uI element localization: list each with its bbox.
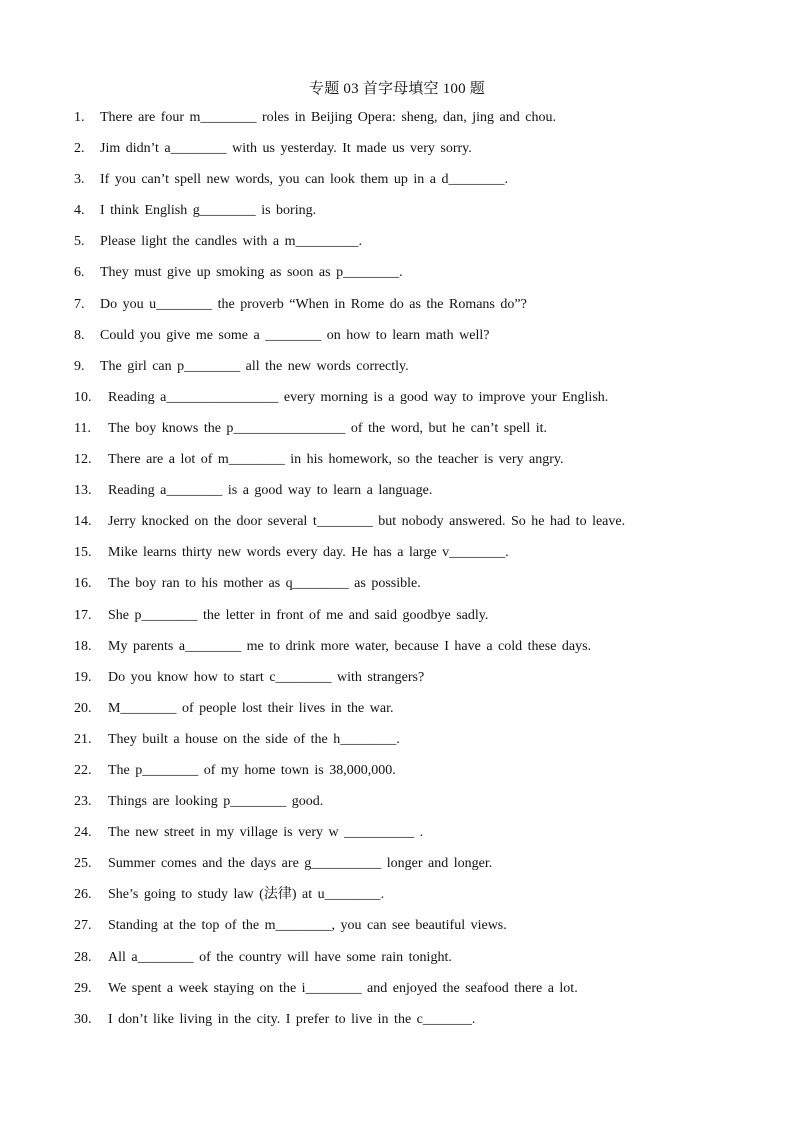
question-number: 9.: [74, 358, 85, 374]
question-number: 6.: [74, 265, 85, 281]
question-item: [74, 668, 764, 699]
question-text: The boy ran to his mother as q________ as possible.: [108, 576, 421, 592]
question-item: [74, 574, 764, 605]
question-number: 21.: [74, 731, 92, 747]
question-text: I think English g________ is boring.: [100, 203, 317, 219]
question-text: Please light the candles with a m_________.: [100, 234, 363, 250]
question-text: They must give up smoking as soon as p________.: [100, 265, 403, 281]
question-number: 24.: [74, 825, 92, 841]
question-item: [74, 792, 764, 823]
question-item: [74, 357, 764, 388]
question-text: Summer comes and the days are g__________ longer and longer.: [108, 856, 493, 872]
question-item: [74, 948, 764, 979]
question-number: 4.: [74, 203, 85, 219]
question-number: 22.: [74, 762, 92, 778]
question-text: Jim didn’t a________ with us yesterday. It made us very sorry.: [100, 141, 472, 157]
question-item: [74, 419, 764, 450]
question-item: [74, 388, 764, 419]
question-number: 27.: [74, 918, 92, 934]
question-text: Things are looking p________ good.: [108, 794, 324, 810]
question-text: The p________ of my home town is 38,000,000.: [108, 762, 396, 778]
question-text: We spent a week staying on the i________ and enjoyed the seafood there a lot.: [108, 980, 578, 996]
question-item: [74, 201, 764, 232]
question-text: Do you know how to start c________ with strangers?: [108, 669, 425, 685]
question-number: 5.: [74, 234, 85, 250]
question-number: 28.: [74, 949, 92, 965]
question-text: My parents a________ me to drink more water, because I have a cold these days.: [108, 638, 592, 654]
question-text: There are a lot of m________ in his homework, so the teacher is very angry.: [108, 452, 564, 468]
question-number: 7.: [74, 296, 85, 312]
question-text: The boy knows the p________________ of the word, but he can’t spell it.: [108, 420, 548, 436]
question-text: Reading a________________ every morning is a good way to improve your English.: [108, 389, 609, 405]
question-item: [74, 232, 764, 263]
question-number: 29.: [74, 980, 92, 996]
question-number: 15.: [74, 545, 92, 561]
question-text: I don’t like living in the city. I prefer to live in the c_______.: [108, 1011, 476, 1027]
question-text: Standing at the top of the m________, you can see beautiful views.: [108, 918, 507, 934]
question-item: [74, 730, 764, 761]
question-text: M________ of people lost their lives in the war.: [108, 700, 394, 716]
question-item: [74, 450, 764, 481]
question-item: [74, 699, 764, 730]
question-item: [74, 481, 764, 512]
question-number: 12.: [74, 452, 92, 468]
question-number: 30.: [74, 1011, 92, 1027]
page-title: 专题 03 首字母填空 100 题: [309, 81, 485, 97]
question-item: [74, 139, 764, 170]
question-number: 8.: [74, 327, 85, 343]
question-item: [74, 543, 764, 574]
question-number: 18.: [74, 638, 92, 654]
question-text: All a________ of the country will have some rain tonight.: [108, 949, 452, 965]
question-item: [74, 761, 764, 792]
question-text: Reading a________ is a good way to learn a language.: [108, 483, 433, 499]
question-number: 13.: [74, 483, 92, 499]
question-text: She p________ the letter in front of me and said goodbye sadly.: [108, 607, 489, 623]
question-text: The girl can p________ all the new words correctly.: [100, 358, 409, 374]
question-number: 23.: [74, 794, 92, 810]
question-number: 16.: [74, 576, 92, 592]
question-number: 10.: [74, 389, 92, 405]
question-item: [74, 606, 764, 637]
question-text: The new street in my village is very w __________ .: [108, 825, 424, 841]
question-text: If you can’t spell new words, you can look them up in a d________.: [100, 172, 508, 188]
question-text: She’s going to study law (法律) at u________.: [108, 887, 385, 903]
question-item: [74, 979, 764, 1010]
question-item: [74, 916, 764, 947]
question-number: 19.: [74, 669, 92, 685]
question-item: [74, 637, 764, 668]
question-number: 26.: [74, 887, 92, 903]
question-number: 17.: [74, 607, 92, 623]
question-item: [74, 108, 764, 139]
question-number: 2.: [74, 141, 85, 157]
question-text: They built a house on the side of the h________.: [108, 731, 400, 747]
question-number: 3.: [74, 172, 85, 188]
question-item: [74, 512, 764, 543]
question-number: 1.: [74, 110, 85, 125]
question-text: Mike learns thirty new words every day. He has a large v________.: [108, 545, 509, 561]
question-number: 14.: [74, 514, 92, 530]
question-number: 20.: [74, 700, 92, 716]
question-item: [74, 295, 764, 326]
question-list: [74, 108, 764, 1041]
question-item: [74, 885, 764, 916]
question-item: [74, 263, 764, 294]
question-item: [74, 1010, 764, 1041]
question-item: [74, 823, 764, 854]
question-number: 25.: [74, 856, 92, 872]
question-text: Could you give me some a ________ on how to learn math well?: [100, 327, 490, 343]
question-text: Jerry knocked on the door several t________ but nobody answered. So he had to leave.: [108, 514, 626, 530]
question-item: [74, 854, 764, 885]
question-text: Do you u________ the proverb “When in Rome do as the Romans do”?: [100, 296, 527, 312]
question-number: 11.: [74, 420, 91, 436]
question-item: [74, 170, 764, 201]
question-item: [74, 326, 764, 357]
question-text: There are four m________ roles in Beijing Opera: sheng, dan, jing and chou.: [100, 110, 556, 125]
